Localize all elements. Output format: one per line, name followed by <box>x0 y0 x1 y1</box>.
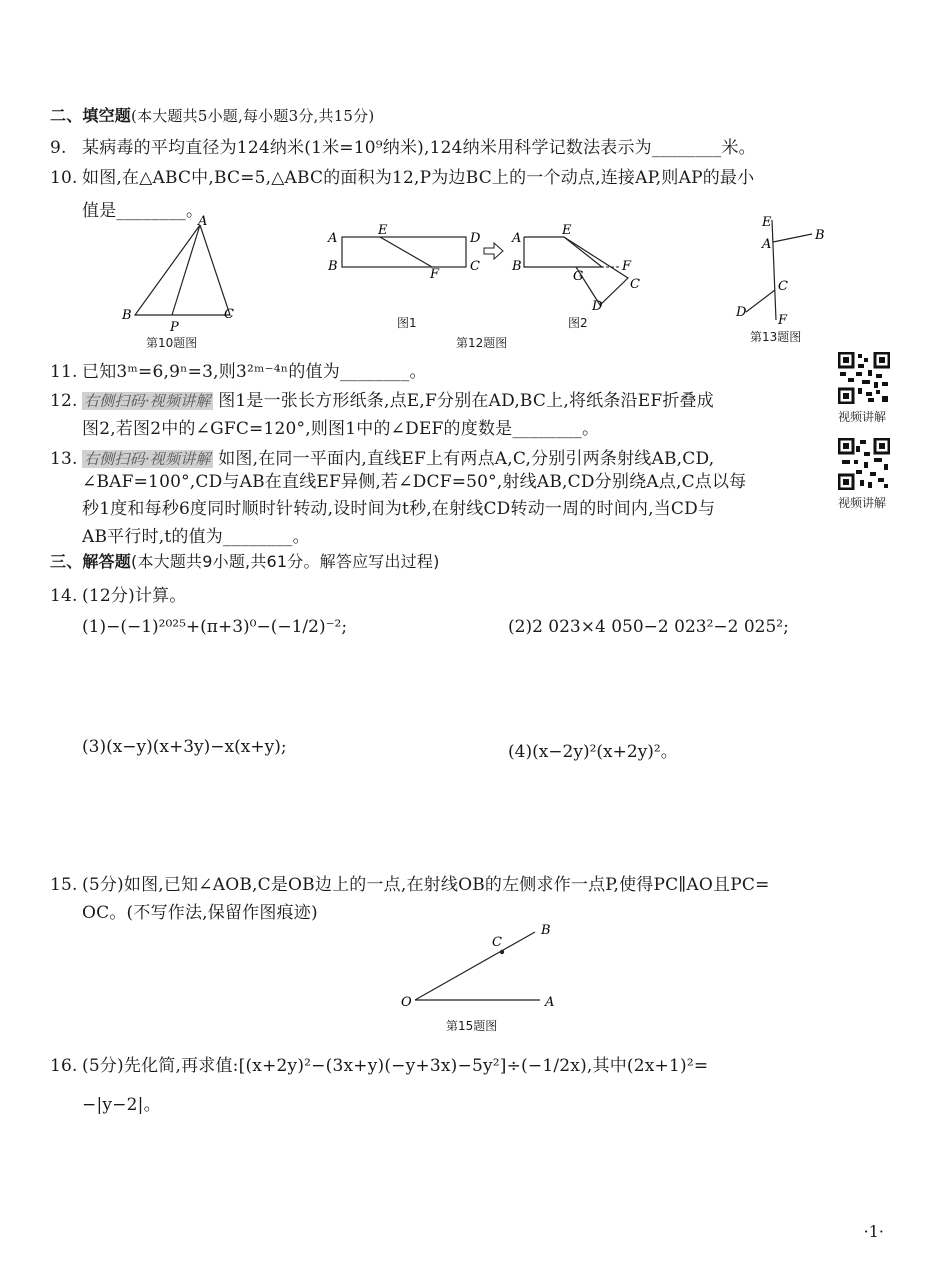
section-3-header <box>50 549 440 572</box>
svg-text:A: A <box>328 231 338 246</box>
question-11 <box>50 357 427 382</box>
svg-text:C: C <box>630 277 640 292</box>
section-2-header <box>50 103 374 126</box>
svg-text:B: B <box>512 259 522 274</box>
svg-text:F: F <box>622 259 632 274</box>
q14-part3: (3)(x−y)(x+3y)−x(x+y); <box>82 737 287 757</box>
q15-text-line2: OC。(不写作法,保留作图痕迹) <box>82 903 318 923</box>
figure-12-label-1: 图1 <box>397 316 417 330</box>
section-3-note: (本大题共9小题,共61分。解答应写出过程) <box>131 552 440 571</box>
figure-12-label-2: 图2 <box>568 316 588 330</box>
section-3-title: 三、解答题 <box>50 552 132 571</box>
q15-text-line1: (5分)如图,已知∠AOB,C是OB边上的一点,在射线OB的左侧求作一点P,使得PC∥AO且PC= <box>82 875 770 895</box>
q11-text: 已知3ᵐ=6,9ⁿ=3,则3²ᵐ⁻⁴ⁿ的值为________。 <box>82 362 427 382</box>
figure-15-angle <box>395 920 575 1015</box>
svg-text:E: E <box>762 215 772 230</box>
q13-number: 13. <box>50 449 78 469</box>
q14-part4: (4)(x−2y)²(x+2y)²。 <box>508 742 678 762</box>
q11-number: 11. <box>50 362 78 382</box>
q10-text-line2: 值是________。 <box>82 201 204 221</box>
section-2-title: 二、填空题 <box>50 106 132 125</box>
svg-text:D: D <box>736 305 747 320</box>
q12-text-line2: 图2,若图2中的∠GFC=120°,则图1中的∠DEF的度数是________。 <box>82 419 600 439</box>
svg-text:D: D <box>592 299 603 314</box>
q13-text-line1: 如图,在同一平面内,直线EF上有两点A,C,分别引两条射线AB,CD, <box>218 449 715 469</box>
figure-15-caption: 第15题图 <box>446 1019 498 1033</box>
svg-text:P: P <box>170 320 179 335</box>
svg-text:E: E <box>378 223 388 238</box>
qr-label-2: 视频讲解 <box>838 496 887 510</box>
q16-number: 16. <box>50 1056 78 1076</box>
svg-text:C: C <box>224 307 234 322</box>
q14-part2: (2)2 023×4 050−2 023²−2 025²; <box>508 617 789 637</box>
qr-label-1: 视频讲解 <box>838 410 887 424</box>
svg-text:A: A <box>762 237 772 252</box>
question-12-line1 <box>50 386 714 411</box>
page-number: ·1· <box>863 1222 884 1241</box>
svg-text:B: B <box>815 228 825 243</box>
figure-10-triangle <box>110 215 250 335</box>
figure-12-caption: 第12题图 <box>456 336 508 350</box>
svg-text:C: C <box>492 935 502 950</box>
q9-number: 9. <box>50 138 67 158</box>
svg-text:B: B <box>122 308 132 323</box>
svg-text:A: A <box>198 215 208 229</box>
figure-10-caption: 第10题图 <box>146 336 198 350</box>
q14-number: 14. <box>50 586 78 606</box>
q13-video-tag[interactable]: 右侧扫码·视频讲解 <box>84 450 211 468</box>
svg-text:A: A <box>512 231 522 246</box>
q14-text: (12分)计算。 <box>82 586 187 606</box>
q12-video-tag[interactable]: 右侧扫码·视频讲解 <box>84 392 211 410</box>
svg-text:E: E <box>562 223 572 238</box>
svg-text:B: B <box>541 923 551 938</box>
q13-text-line2: ∠BAF=100°,CD与AB在直线EF异侧,若∠DCF=50°,射线AB,CD分别绕A点,C点以每 <box>82 472 747 492</box>
q10-text-line1: 如图,在△ABC中,BC=5,△ABC的面积为12,P为边BC上的一个动点,连接AP,则AP的最小 <box>82 168 755 188</box>
q9-text: 某病毒的平均直径为124纳米(1米=10⁹纳米),124纳米用科学记数法表示为________米。 <box>82 138 756 158</box>
question-10-line1 <box>50 163 754 188</box>
q10-number: 10. <box>50 168 78 188</box>
q14-part1: (1)−(−1)²⁰²⁵+(π+3)⁰−(−1/2)⁻²; <box>82 617 348 637</box>
svg-text:G: G <box>573 269 584 284</box>
qr-code-icon[interactable] <box>838 352 890 404</box>
svg-text:F: F <box>430 267 440 282</box>
q16-text-line1: (5分)先化简,再求值:[(x+2y)²−(3x+y)(−y+3x)−5y²]÷(−1/2x),其中(2x+1)²= <box>82 1056 709 1076</box>
q12-number: 12. <box>50 391 78 411</box>
question-15-line1 <box>50 870 770 895</box>
svg-text:C: C <box>778 279 788 294</box>
svg-text:C: C <box>470 259 480 274</box>
figure-13-caption: 第13题图 <box>750 330 802 344</box>
svg-text:D: D <box>470 231 481 246</box>
q13-text-line3: 秒1度和每秒6度同时顺时针转动,设时间为t秒,在射线CD转动一周的时间内,当CD与 <box>82 499 716 519</box>
svg-text:F: F <box>778 313 788 327</box>
q13-text-line4: AB平行时,t的值为________。 <box>82 527 310 547</box>
section-2-note: (本大题共5小题,每小题3分,共15分) <box>131 107 375 125</box>
question-16-line1 <box>50 1051 708 1076</box>
q15-number: 15. <box>50 875 78 895</box>
figure-12-fold-diagrams <box>320 220 650 320</box>
question-14 <box>50 581 187 606</box>
qr-code-icon[interactable] <box>838 438 890 490</box>
question-13-line1 <box>50 444 714 469</box>
svg-text:O: O <box>401 995 412 1010</box>
q16-text-line2: −|y−2|。 <box>82 1095 161 1115</box>
svg-text:A: A <box>545 995 555 1010</box>
figure-13-lines <box>730 212 840 327</box>
svg-text:B: B <box>328 259 338 274</box>
q12-text-line1: 图1是一张长方形纸条,点E,F分别在AD,BC上,将纸条沿EF折叠成 <box>218 391 714 411</box>
question-9 <box>50 133 756 158</box>
